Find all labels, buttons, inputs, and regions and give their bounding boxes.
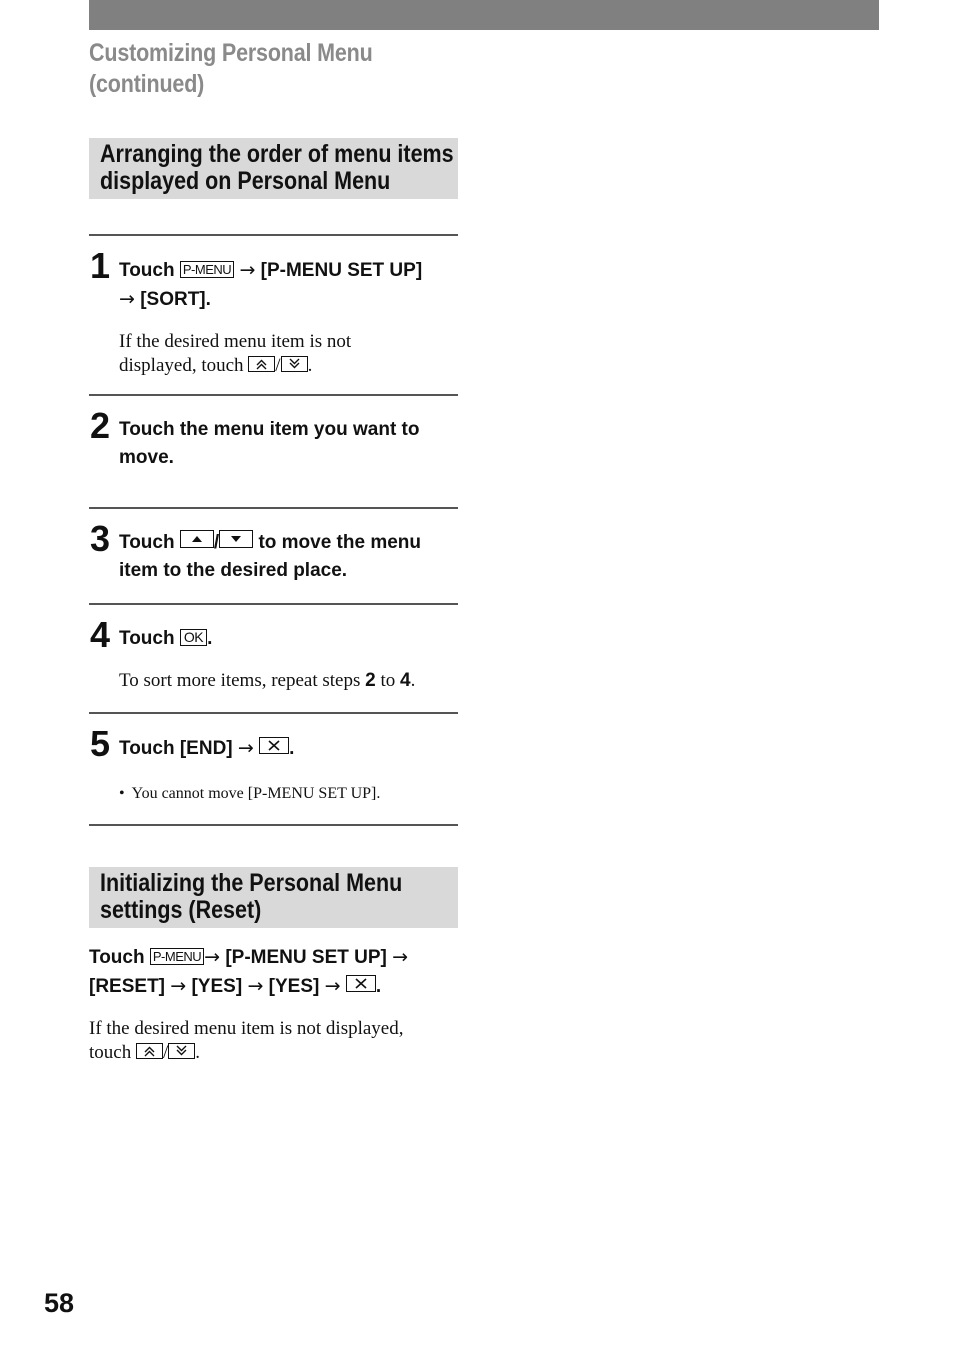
step-text: .: [375, 976, 382, 997]
section-heading-line2: settings (Reset): [100, 896, 262, 924]
close-icon: [346, 975, 376, 992]
header-bar: [89, 0, 879, 30]
bullet-icon: •: [119, 785, 125, 802]
p-menu-button: P-MENU: [180, 261, 234, 278]
step-note: [119, 330, 458, 378]
scroll-down-icon: [281, 356, 308, 372]
note-text: touch: [89, 1042, 132, 1063]
scroll-up-icon: [248, 356, 275, 372]
step-number: 1: [90, 245, 111, 286]
reset-instruction: [89, 943, 458, 1001]
move-down-icon: [219, 530, 253, 548]
step-note: [119, 669, 458, 693]
move-up-icon: [180, 530, 214, 548]
step-1: [89, 234, 458, 394]
arrow-icon: →: [239, 259, 256, 281]
step-number: 5: [90, 723, 111, 764]
scroll-up-icon: [136, 1043, 163, 1059]
arrow-icon: →: [247, 975, 264, 997]
section-heading-line2: displayed on Personal Menu: [100, 167, 391, 195]
step-text: to move the menu: [258, 532, 422, 553]
section-heading-line1: Initializing the Personal Menu: [100, 869, 403, 897]
step-instruction: [119, 605, 458, 653]
step-instruction: [119, 714, 458, 763]
step-text: item to the desired place.: [119, 560, 348, 581]
p-menu-button: P-MENU: [150, 948, 204, 965]
step-text: Touch: [119, 260, 175, 281]
note-step-ref: 4: [400, 670, 411, 691]
step-text: [RESET]: [89, 976, 165, 997]
arrow-icon: →: [170, 975, 187, 997]
arrow-icon: →: [324, 975, 341, 997]
step-text: Touch [END]: [119, 738, 233, 759]
arrow-icon: →: [204, 946, 221, 968]
section-heading-reset: [89, 867, 458, 928]
step-text: Touch: [89, 947, 145, 968]
note-text: If the desired menu item is not: [119, 331, 352, 352]
step-number: 4: [90, 614, 111, 655]
step-text: [YES]: [268, 976, 320, 997]
step-note: [119, 783, 458, 805]
note-text: To sort more items, repeat steps: [119, 670, 361, 691]
note-step-ref: 2: [365, 670, 376, 691]
arrow-icon: →: [119, 288, 135, 310]
page-title: [89, 38, 433, 100]
scroll-down-icon: [168, 1043, 195, 1059]
section-heading-arranging: [89, 138, 458, 199]
note-text: to: [380, 670, 396, 691]
slash-text: /: [275, 355, 281, 376]
step-number: 2: [90, 405, 111, 446]
page-title-line1: Customizing Personal Menu: [89, 39, 373, 67]
step-instruction: [119, 509, 458, 585]
note-text: .: [195, 1042, 200, 1063]
step-text: Touch: [119, 532, 175, 553]
step-text: [P-MENU SET UP]: [225, 947, 387, 968]
step-text: [P-MENU SET UP]: [260, 260, 423, 281]
slash-text: /: [213, 532, 220, 553]
page-number: 58: [44, 1288, 75, 1318]
step-text: Touch: [119, 628, 175, 649]
page-title-line2: (continued): [89, 70, 205, 98]
step-text: .: [207, 628, 213, 649]
step-3: [89, 507, 458, 603]
step-5: [89, 712, 458, 824]
step-number: 3: [90, 518, 111, 559]
note-text: .: [410, 670, 416, 691]
note-text: .: [307, 355, 313, 376]
slash-text: /: [162, 1042, 169, 1063]
reset-note: [89, 1017, 458, 1065]
ok-button: OK: [180, 629, 207, 646]
content-column: [89, 138, 458, 1065]
note-text: You cannot move [P-MENU SET UP].: [131, 785, 381, 802]
step-2: [89, 394, 458, 507]
arrow-icon: →: [237, 737, 254, 759]
step-text: [YES]: [191, 976, 243, 997]
arrow-icon: →: [392, 946, 409, 968]
close-icon: [259, 737, 289, 754]
section-heading-line1: Arranging the order of menu items: [100, 140, 454, 168]
note-text: If the desired menu item is not displayed,: [89, 1018, 404, 1039]
step-text: .: [289, 738, 295, 759]
step-instruction: Touch the menu item you want to move.: [119, 419, 420, 468]
note-text: displayed, touch: [119, 355, 244, 376]
step-text: [SORT].: [140, 289, 211, 310]
step-4: [89, 603, 458, 712]
step-instruction: [119, 236, 458, 314]
